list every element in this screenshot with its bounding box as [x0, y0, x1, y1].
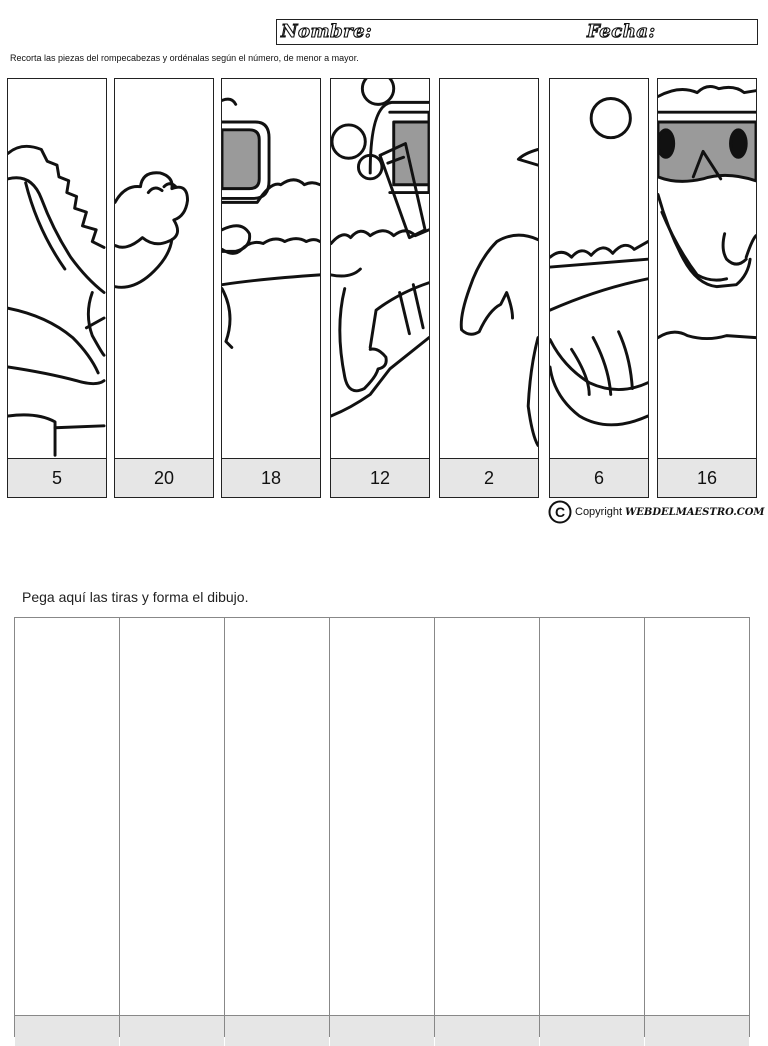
strip-number: 18 [222, 458, 320, 497]
paste-column-footer [225, 1015, 329, 1046]
instructions-text: Recorta las piezas del rompecabezas y ordénalas según el número, de menor a mayor. [10, 53, 359, 63]
paste-grid[interactable] [14, 617, 750, 1037]
puzzle-strip[interactable] [7, 78, 107, 498]
paste-column-footer [435, 1015, 539, 1046]
copyright-icon [548, 500, 572, 524]
goggles-and-hand-illustration [222, 79, 320, 459]
crocodile-arm-illustration [440, 79, 538, 459]
strip-number: 12 [331, 458, 429, 497]
copyright-site: WEBDELMAESTRO.COM [625, 506, 765, 518]
puzzle-strip[interactable] [549, 78, 649, 498]
svg-text:C: C [554, 504, 566, 520]
goggles-snorkel-and-arm-illustration [331, 79, 429, 459]
name-date-box[interactable] [276, 19, 758, 45]
paste-column[interactable] [15, 618, 120, 1036]
paste-section-title: Pega aquí las tiras y forma el dibujo. [22, 589, 249, 605]
strip-number: 16 [658, 458, 756, 497]
puzzle-strip[interactable] [657, 78, 757, 498]
paste-column[interactable] [330, 618, 435, 1036]
crocodile-nose-illustration [115, 79, 213, 459]
strip-number: 2 [440, 458, 538, 497]
copyright-label: Copyright [575, 506, 623, 518]
paste-column-footer [645, 1015, 749, 1046]
crocodile-face-goggles-illustration [658, 79, 756, 459]
puzzle-strip[interactable] [114, 78, 214, 498]
puzzle-strip[interactable] [330, 78, 430, 498]
puzzle-strip[interactable] [221, 78, 321, 498]
strip-number: 6 [550, 458, 648, 497]
paste-column[interactable] [225, 618, 330, 1036]
crocodile-mouth-illustration [8, 79, 106, 459]
paste-column[interactable] [645, 618, 749, 1036]
paste-column-footer [15, 1015, 119, 1046]
paste-column[interactable] [435, 618, 540, 1036]
paste-column[interactable] [120, 618, 225, 1036]
crocodile-belly-illustration [550, 79, 648, 459]
name-label: Nombre: [281, 21, 373, 42]
paste-column-footer [120, 1015, 224, 1046]
paste-column[interactable] [540, 618, 645, 1036]
paste-column-footer [540, 1015, 644, 1046]
paste-column-footer [330, 1015, 434, 1046]
copyright-notice [548, 500, 764, 524]
puzzle-strip[interactable] [439, 78, 539, 498]
date-label: Fecha: [587, 21, 656, 42]
strip-number: 20 [115, 458, 213, 497]
strip-number: 5 [8, 458, 106, 497]
